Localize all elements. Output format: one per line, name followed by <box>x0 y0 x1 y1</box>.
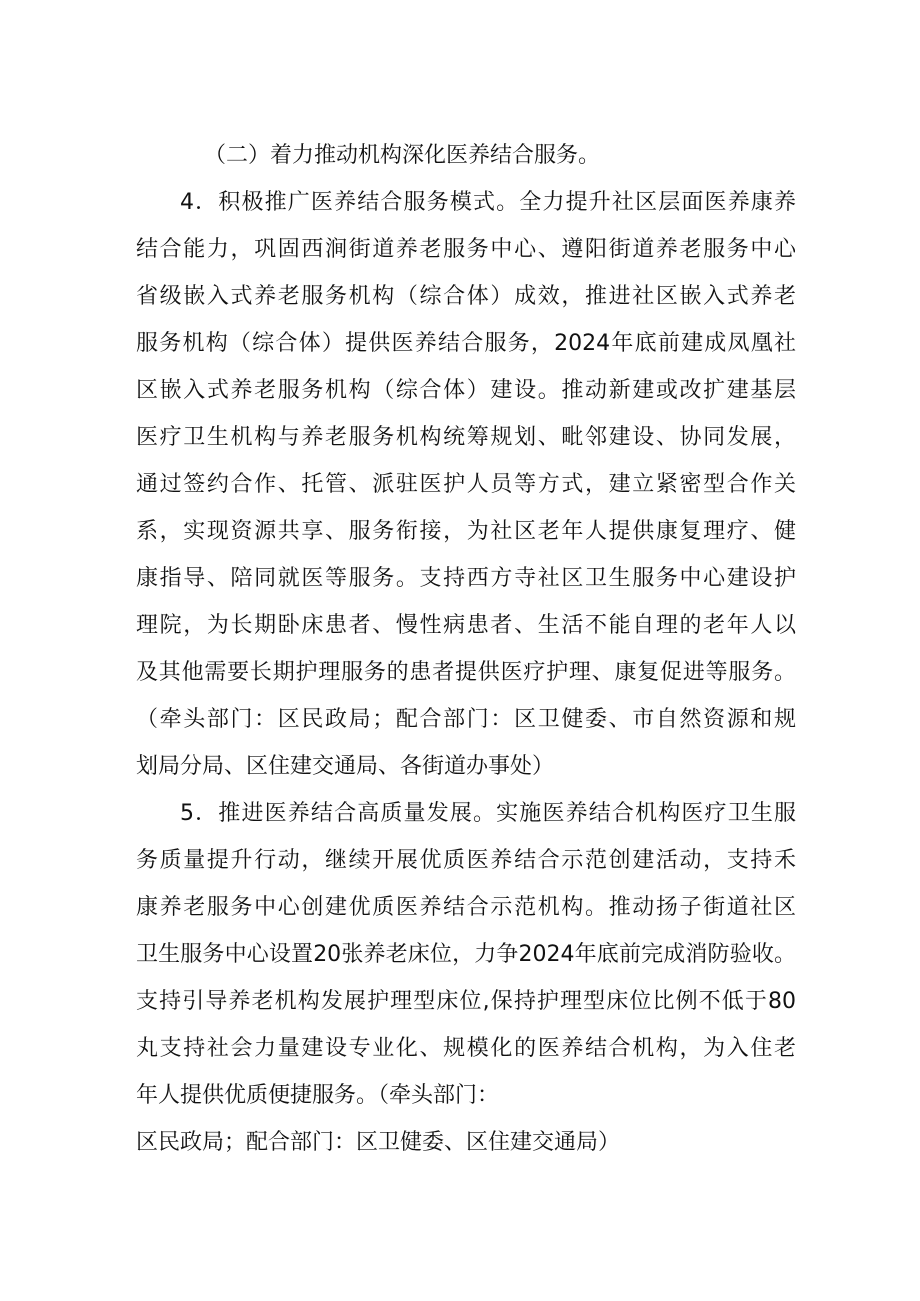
paragraph-line: 务质量提升行动，继续开展优质医养结合示范创建活动，支持禾 <box>136 848 796 873</box>
paragraph-line: 区嵌入式养老服务机构（综合体）建设。推动新建或改扩建基层 <box>136 378 796 403</box>
paragraph-line: 划局分局、区住建交通局、各街道办事处） <box>136 754 555 779</box>
paragraph-line: 省级嵌入式养老服务机构（综合体）成效，推进社区嵌入式养老 <box>136 284 796 309</box>
paragraph-line: 康指导、陪同就医等服务。支持西方寺社区卫生服务中心建设护 <box>136 566 796 591</box>
paragraph-line: 医疗卫生机构与养老服务机构统筹规划、毗邻建设、协同发展， <box>136 425 796 450</box>
section-heading: （二）着力推动机构深化医养结合服务。 <box>204 143 601 168</box>
paragraph-line: 卫生服务中心设置20张养老床位，力争2024年底前完成消防验收。 <box>136 942 796 967</box>
paragraph-line: （牵头部门：区民政局；配合部门：区卫健委、市自然资源和规 <box>136 707 796 732</box>
paragraph-line: 丸支持社会力量建设专业化、规模化的医养结合机构，为入住老 <box>136 1036 796 1061</box>
paragraph-line: 年人提供优质便捷服务。（牵头部门： <box>136 1083 500 1108</box>
paragraph-line: 支持引导养老机构发展护理型床位,保持护理型床位比例不低于80 <box>136 989 796 1014</box>
paragraph-line: 4．积极推广医养结合服务模式。全力提升社区层面医养康养 <box>180 190 796 215</box>
paragraph-line: 理院，为长期卧床患者、慢性病患者、生活不能自理的老年人以 <box>136 613 796 638</box>
paragraph-line: 及其他需要长期护理服务的患者提供医疗护理、康复促进等服务。 <box>136 660 796 685</box>
paragraph-line: 服务机构（综合体）提供医养结合服务，2024年底前建成凤凰社 <box>136 331 796 356</box>
paragraph-line: 通过签约合作、托管、派驻医护人员等方式，建立紧密型合作关 <box>136 472 796 497</box>
paragraph-line: 系，实现资源共享、服务衔接，为社区老年人提供康复理疗、健 <box>136 519 796 544</box>
paragraph-line: 结合能力，巩固西涧街道养老服务中心、遵阳街道养老服务中心 <box>136 237 796 262</box>
paragraph-line: 5．推进医养结合高质量发展。实施医养结合机构医疗卫生服 <box>180 801 796 826</box>
paragraph-line: 区民政局；配合部门：区卫健委、区住建交通局） <box>136 1130 621 1155</box>
paragraph-line: 康养老服务中心创建优质医养结合示范机构。推动扬子街道社区 <box>136 895 796 920</box>
